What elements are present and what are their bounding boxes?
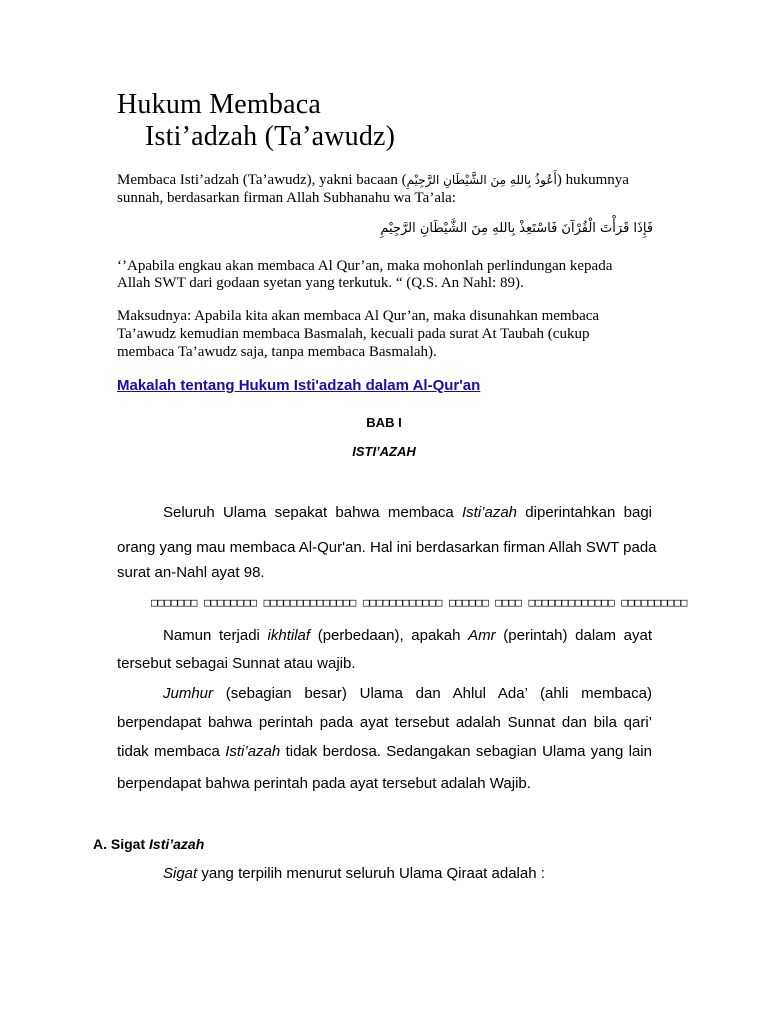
verse-arabic: فَإِذَا قَرَأْتَ الْقُرْآنَ فَاسْتَعِذْ بِاللهِ مِنَ الشَّيْطَانِ الرَّجِيْمِ <box>380 221 653 236</box>
intro-text-pre: Membaca Isti’adzah (Ta’awudz), yakni bacaan ( <box>117 172 407 188</box>
para1-text-b: diperintahkan bagi <box>517 504 652 521</box>
meaning-line-1: Maksudnya: Apabila kita akan membaca Al Qur’an, maka disunahkan membaca <box>117 308 600 324</box>
para3-term-istiazah: Isti’azah <box>225 743 281 760</box>
article-link[interactable]: Makalah tentang Hukum Isti'adzah dalam Al-Qur'an <box>117 377 481 394</box>
chapter-title: ISTI’AZAH <box>352 444 416 459</box>
para2-line-2: tersebut sebagai Sunnat atau wajib. <box>117 655 356 672</box>
meaning-line-2: Ta’awudz kemudian membaca Basmalah, kecuali pada surat At Taubah (cukup <box>117 326 590 342</box>
para3-line-1 <box>163 685 652 702</box>
meaning-line-3: membaca Ta’awudz saja, tanpa membaca Basmalah). <box>117 344 437 360</box>
para4-term-sigat: Sigat <box>163 865 198 882</box>
para3-text-b2: tidak berdosa. Sedangakan sebagian Ulama yang lain <box>280 743 652 760</box>
missing-glyph-line: □□□□□□□ □□□□□□□□ □□□□□□□□□□□□□□ □□□□□□□□□□□□ □□□□□□ □□□□ □□□□□□□□□□□□□ □□□□□□□□□□ <box>151 596 688 609</box>
para1-line-3: surat an-Nahl ayat 98. <box>117 564 265 581</box>
title-line-2: Isti’adzah (Ta’awudz) <box>145 121 396 152</box>
translation-line-2: Allah SWT dari godaan syetan yang terkutuk. “ (Q.S. An Nahl: 89). <box>117 275 524 291</box>
para3-text-a2: tidak membaca <box>117 743 226 760</box>
translation-line-1: ‘’Apabila engkau akan membaca Al Qur’an, maka mohonlah perlindungan kepada <box>117 258 613 274</box>
section-a-prefix: A. Sigat <box>93 836 150 852</box>
para3-line-2: berpendapat bahwa perintah pada ayat tersebut adalah Sunnat dan bila qari’ <box>117 714 652 731</box>
title-line-1: Hukum Membaca <box>117 89 321 120</box>
para2-text-c: (perintah) dalam ayat <box>495 627 653 644</box>
chapter-label: BAB I <box>366 415 402 430</box>
para2-text-b: (perbedaan), apakah <box>310 627 469 644</box>
para3-term-jumhur: Jumhur <box>163 685 214 702</box>
intro-line-1 <box>117 171 629 189</box>
intro-arabic: أَعُوذُ بِاللهِ مِنَ الشَّيْطَانِ الرَّجِيْمِ <box>406 173 557 187</box>
para2-term-amr: Amr <box>468 627 496 644</box>
para2-line-1 <box>163 627 652 644</box>
para1-text-a: Seluruh Ulama sepakat bahwa membaca <box>163 504 462 521</box>
para1-term: Isti’azah <box>462 504 518 521</box>
para1-line-2: orang yang mau membaca Al-Qur'an. Hal ini berdasarkan firman Allah SWT pada <box>117 539 657 556</box>
para4-text: yang terpilih menurut seluruh Ulama Qiraat adalah : <box>197 865 545 882</box>
para2-text-a: Namun terjadi <box>163 627 268 644</box>
para1-line-1 <box>163 504 652 521</box>
para3-text-a: (sebagian besar) Ulama dan Ahlul Ada’ (ahli membaca) <box>213 685 652 702</box>
para2-term-ikhtilaf: ikhtilaf <box>267 627 311 644</box>
section-a-heading <box>93 836 204 852</box>
intro-text-post: ) hukumnya <box>556 172 629 188</box>
section-a-term: Isti’azah <box>149 836 205 852</box>
para3-line-3 <box>117 743 652 760</box>
para3-line-4: berpendapat bahwa perintah pada ayat tersebut adalah Wajib. <box>117 775 531 792</box>
intro-line-2: sunnah, berdasarkan firman Allah Subhanahu wa Ta’ala: <box>117 190 456 206</box>
para4-line-1 <box>163 865 545 882</box>
